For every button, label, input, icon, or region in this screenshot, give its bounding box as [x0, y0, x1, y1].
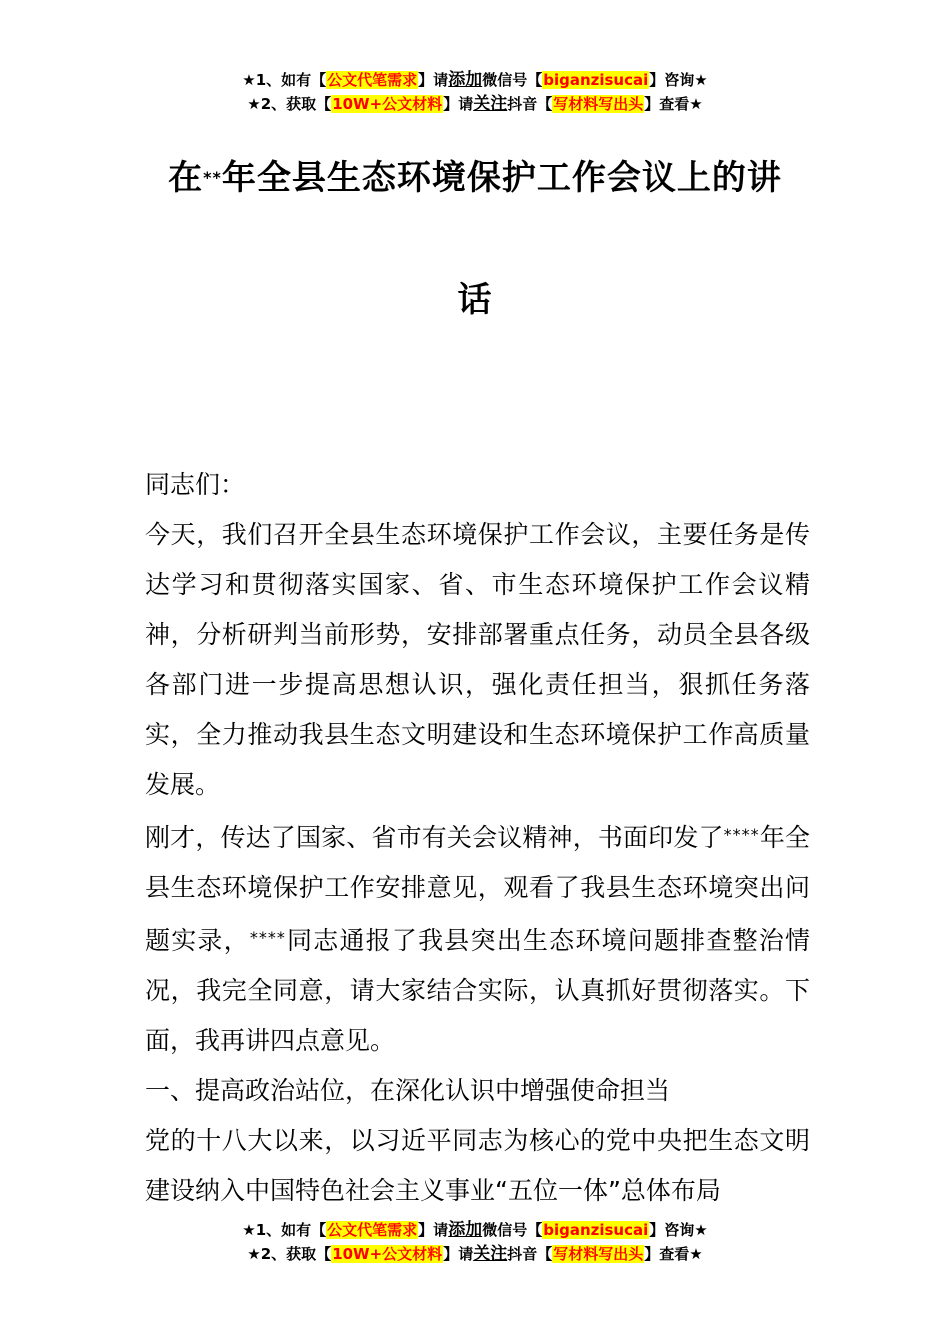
page-title-line-2: 话	[457, 280, 493, 320]
banner-line-2	[0, 92, 950, 116]
banner-text: 】咨询★	[649, 1221, 708, 1239]
banner-highlight: 10W+公文材料	[332, 1245, 443, 1263]
paragraph-text: 刚才，传达了国家、省市有关会议精神，书面印发了	[145, 823, 724, 852]
banner-text: 】请	[443, 95, 474, 113]
banner-text: ★1、如有【	[242, 71, 327, 89]
banner-text: ★1、如有【	[242, 1221, 327, 1239]
banner-text: 抖音【	[507, 95, 553, 113]
banner-text: 】请	[418, 71, 449, 89]
banner-highlight: 10W+公文材料	[332, 95, 443, 113]
banner-underlined: 关注	[473, 1244, 508, 1264]
banner-highlight: 公文代笔需求	[327, 71, 418, 89]
title-text: 在	[168, 158, 204, 198]
banner-text: 微信号【	[482, 1221, 543, 1239]
redacted-stars: ****	[723, 825, 760, 844]
banner-text: 】请	[443, 1245, 474, 1263]
section-heading-1: 一、提高政治站位，在深化认识中增强使命担当	[145, 1076, 671, 1105]
header-banner	[0, 68, 950, 116]
redacted-stars: ****	[249, 928, 286, 947]
banner-text: 微信号【	[482, 71, 543, 89]
banner-text: 】查看★	[644, 95, 703, 113]
paragraph-text: 年全县生态环境保护工作安排意见，观看了我县生态环境突出问题实录，	[145, 823, 810, 955]
footer-banner	[0, 1218, 950, 1266]
speech-body	[145, 460, 810, 1216]
banner-highlight: 写材料写出头	[553, 1245, 644, 1263]
banner-text: ★2、获取【	[247, 95, 332, 113]
banner-highlight: biganzisucai	[543, 71, 649, 89]
banner-text: 】请	[418, 1221, 449, 1239]
banner-highlight: 写材料写出头	[553, 95, 644, 113]
page-title	[0, 150, 950, 199]
banner-text: 】查看★	[644, 1245, 703, 1263]
banner-line-1	[0, 68, 950, 92]
banner-highlight: 公文代笔需求	[327, 1221, 418, 1239]
banner-text: ★2、获取【	[247, 1245, 332, 1263]
paragraph-2	[145, 810, 810, 1066]
paragraph-text: 同志通报了我县突出生态环境问题排查整治情况，我完全同意，请大家结合实际，认真抓好贯彻落实。下面，我再讲四点意见。	[145, 926, 810, 1055]
banner-line-2	[0, 1242, 950, 1266]
banner-underlined: 关注	[473, 94, 508, 114]
banner-text: 】咨询★	[649, 71, 708, 89]
banner-line-1	[0, 1218, 950, 1242]
banner-underlined: 添加	[448, 70, 483, 90]
title-text: 年全县生态环境保护工作会议上的讲	[221, 158, 782, 198]
title-stars: **	[203, 168, 222, 187]
paragraph-3: 党的十八大以来，以习近平同志为核心的党中央把生态文明建设纳入中国特色社会主义事业“五位一体”总体布局	[145, 1126, 810, 1205]
paragraph-1: 今天，我们召开全县生态环境保护工作会议，主要任务是传达学习和贯彻落实国家、省、市生态环境保护工作会议精神，分析研判当前形势，安排部署重点任务，动员全县各级各部门进一步提高思想认识，强化责任担当，狠抓任务落实，全力推动我县生态文明建设和生态环境保护工作高质量发展。	[145, 520, 810, 799]
banner-text: 抖音【	[507, 1245, 553, 1263]
banner-underlined: 添加	[448, 1220, 483, 1240]
banner-highlight: biganzisucai	[543, 1221, 649, 1239]
salutation: 同志们：	[145, 470, 246, 499]
